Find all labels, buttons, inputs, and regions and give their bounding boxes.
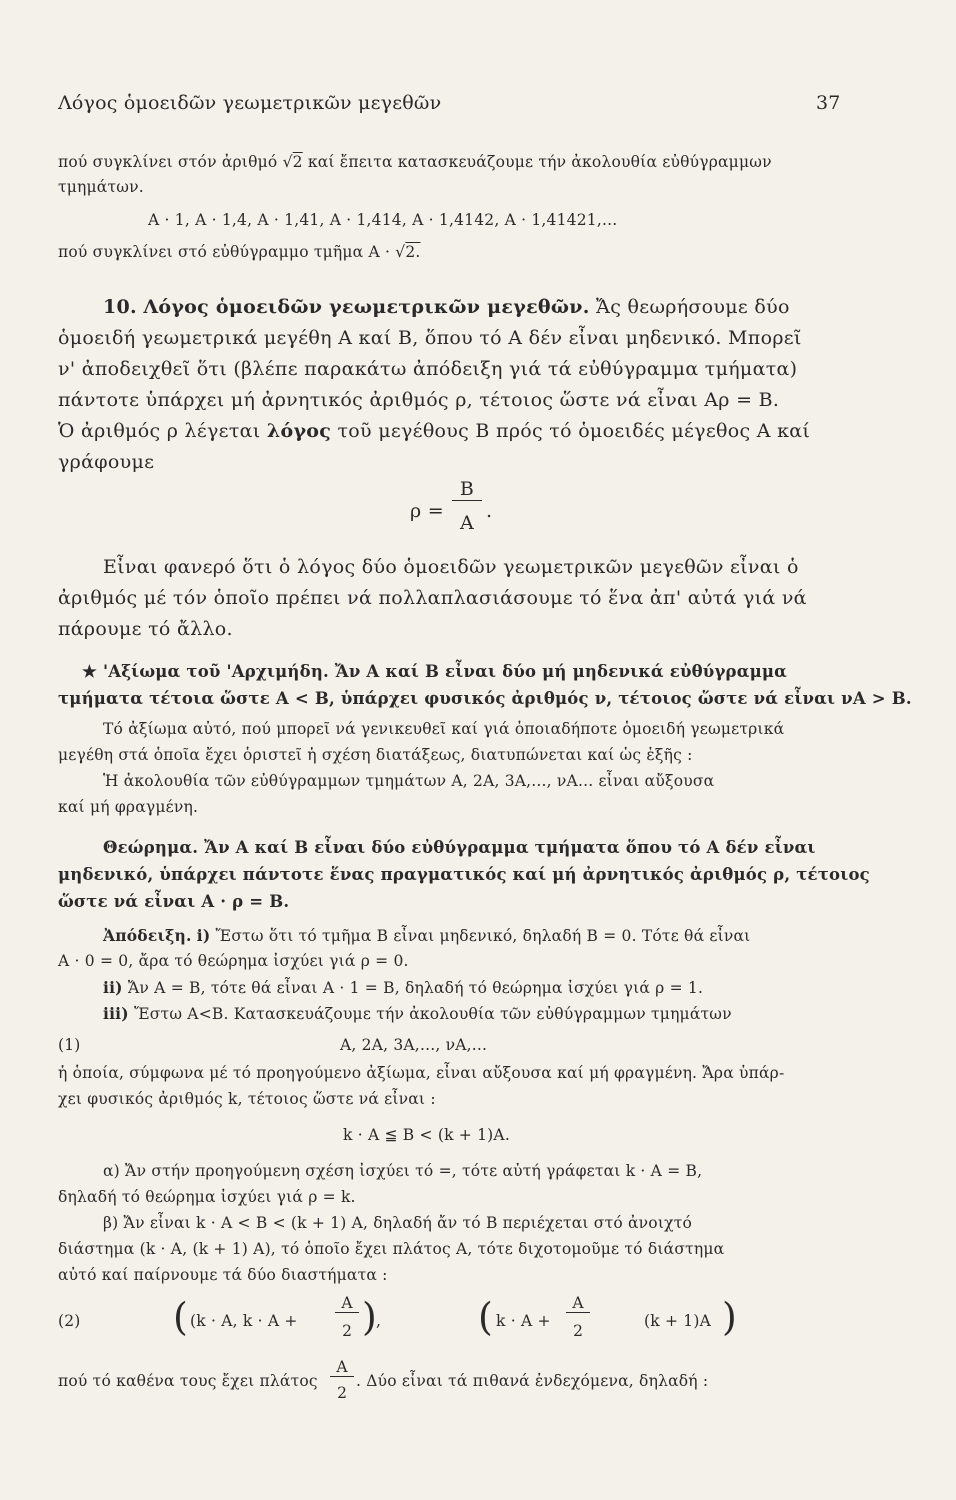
case-label: i) (196, 926, 211, 945)
proof-line-i-2: A · 0 = 0, ἄρα τό θεώρημα ἰσχύει γιά ρ = 0. (58, 952, 409, 970)
section-10-line-9: πάρουμε τό ἄλλο. (58, 618, 233, 640)
case-beta-line-1: β) Ἄν εἶναι k · A < B < (k + 1) A, δηλαδή ἄν τό B περιέχεται στό ἀνοιχτό (103, 1214, 693, 1232)
proof-text: Ἔστω A<B. Κατασκευάζουμε τήν ἀκολουθία τῶν εὐθύγραμμων τμημάτων (133, 1005, 732, 1023)
sqrt-radicand: 2. (405, 243, 421, 261)
equation-2-comma: , (376, 1312, 382, 1330)
equation-2-mid: k · A + (496, 1312, 551, 1330)
sqrt-sign: √ (395, 243, 406, 261)
ratio-period: . (486, 500, 493, 522)
intro-line-2: τμημάτων. (58, 178, 144, 196)
case-label: iii) (103, 1004, 129, 1023)
paren-close: ) (722, 1295, 737, 1339)
equation-2-frac1-den: 2 (342, 1322, 352, 1340)
equation-2-left: (k · A, k · A + (190, 1312, 298, 1330)
axiom-line-3: Τό ἀξίωμα αὐτό, πού μπορεῖ νά γενικευθεῖ καί γιά ὁποιαδήποτε ὁμοειδή γεωμετρικά (103, 720, 785, 738)
paren-close: ) (362, 1295, 377, 1339)
proof-text: Ἔστω ὅτι τό τμῆμα B εἶναι μηδενικό, δηλαδή B = 0. Τότε θά εἶναι (215, 927, 751, 945)
proof-line-i (103, 926, 750, 945)
paren-open: ( (478, 1295, 493, 1339)
case-label: ii) (103, 978, 123, 997)
case-beta-line-2: διάστημα (k · A, (k + 1) A), τό ὁποῖο ἔχει πλάτος A, τότε διχοτομοῦμε τό διάστημα (58, 1240, 725, 1258)
section-text: Ὁ ἀριθμός ρ λέγεται (58, 420, 261, 442)
section-10-line-2: ὁμοειδή γεωμετρικά μεγέθη A καί B, ὅπου τό A δέν εἶναι μηδενικό. Μπορεῖ (58, 327, 802, 349)
intro-line-1 (58, 153, 772, 171)
axiom-line-6: καί μή φραγμένη. (58, 798, 199, 816)
paren-open: ( (173, 1295, 188, 1339)
proof-text: Ἄν A = B, τότε θά εἶναι A · 1 = B, δηλαδή τό θεώρημα ἰσχύει γιά ρ = 1. (127, 979, 704, 997)
equation-2-frac2-den: 2 (573, 1322, 583, 1340)
sequence-line: A · 1, A · 1,4, A · 1,41, A · 1,414, A · 1,4142, A · 1,41421,... (148, 211, 618, 229)
case-beta-line-3: αὐτό καί παίρνουμε τά δύο διαστήματα : (58, 1266, 388, 1284)
proof-line-b: χει φυσικός ἀριθμός k, τέτοιος ὥστε νά εἶναι : (58, 1090, 436, 1108)
proof-line-iii (103, 1004, 732, 1023)
section-10-line-5 (58, 420, 810, 442)
intro-text: καί ἔπειτα κατασκευάζουμε τήν ἀκολουθία εὐθύγραμμων (307, 153, 772, 171)
equation-2-frac2-num: A (566, 1294, 590, 1313)
proof-label: Ἀπόδειξη. (103, 926, 192, 945)
intro-line-3 (58, 243, 421, 261)
axiom-line-1 (82, 662, 787, 681)
running-header-title: Λόγος ὁμοειδῶν γεωμετρικῶν μεγεθῶν (58, 92, 442, 114)
star-icon: ★ (82, 662, 97, 681)
case-alpha-line-1: α) Ἄν στήν προηγούμενη σχέση ἰσχύει τό =, τότε αὐτή γράφεται k · A = B, (103, 1162, 703, 1180)
inequality: k · A ≦ B < (k + 1)A. (343, 1126, 510, 1144)
ratio-formula-lhs: ρ = (410, 500, 445, 522)
last-line-b: . Δύο εἶναι τά πιθανά ἐνδεχόμενα, δηλαδή : (356, 1372, 709, 1390)
equation-2-label: (2) (58, 1312, 81, 1330)
section-number: 10. (103, 296, 137, 318)
axiom-line-4: μεγέθη στά ὁποῖα ἔχει ὁριστεῖ ἡ σχέση διατάξεως, διατυπώνεται καί ὡς ἑξῆς : (58, 746, 693, 764)
section-10-line-7: Εἶναι φανερό ὅτι ὁ λόγος δύο ὁμοειδῶν γεωμετρικῶν μεγεθῶν εἶναι ὁ (103, 556, 799, 578)
intro-text: πού συγκλίνει στό εὐθύγραμμο τμῆμα A · (58, 243, 391, 261)
equation-2-right: (k + 1)A (644, 1312, 711, 1330)
theorem-line-3: ὥστε νά εἶναι A · ρ = B. (58, 892, 290, 911)
theorem-line-1: Θεώρημα. Ἄν A καί B εἶναι δύο εὐθύγραμμα τμήματα ὅπου τό A δέν εἶναι (103, 838, 816, 857)
intro-text: πού συγκλίνει στόν ἀριθμό (58, 153, 278, 171)
sqrt-radicand: 2 (292, 153, 303, 171)
axiom-line-2: τμήματα τέτοια ὥστε A < B, ὑπάρχει φυσικός ἀριθμός ν, τέτοιος ὥστε νά εἶναι νA > B. (58, 689, 912, 708)
section-10-line-6: γράφουμε (58, 451, 155, 473)
last-frac-num: A (330, 1358, 354, 1377)
last-line-a: πού τό καθένα τους ἔχει πλάτος (58, 1372, 318, 1390)
section-10-line-3: ν' ἀποδειχθεῖ ὅτι (βλέπε παρακάτω ἀπόδειξη γιά τά εὐθύγραμμα τμήματα) (58, 358, 798, 380)
proof-line-ii (103, 978, 703, 997)
axiom-text: 'Αξίωμα τοῦ 'Αρχιμήδη. Ἄν A καί B εἶναι δύο μή μηδενικά εὐθύγραμμα (102, 662, 788, 681)
case-alpha-line-2: δηλαδή τό θεώρημα ἰσχύει γιά ρ = k. (58, 1188, 356, 1206)
equation-2-frac1-num: A (335, 1294, 359, 1313)
equation-1-label: (1) (58, 1036, 81, 1054)
section-text: τοῦ μεγέθους B πρός τό ὁμοειδές μέγεθος A καί (337, 420, 811, 442)
last-frac-den: 2 (337, 1384, 347, 1402)
theorem-line-2: μηδενικό, ὑπάρχει πάντοτε ἕνας πραγματικός καί μή ἀρνητικός ἀριθμός ρ, τέτοιος (58, 865, 870, 884)
sqrt-sign: √ (282, 153, 293, 171)
equation-1: A, 2A, 3A,..., νA,... (340, 1036, 488, 1054)
section-10-line-8: ἀριθμός μέ τόν ὁποῖο πρέπει νά πολλαπλασιάσουμε τό ἕνα ἀπ' αὐτά γιά νά (58, 587, 807, 609)
section-title: Λόγος ὁμοειδῶν γεωμετρικῶν μεγεθῶν. (143, 296, 590, 318)
page-number: 37 (816, 92, 841, 114)
axiom-line-5: Ἡ ἀκολουθία τῶν εὐθύγραμμων τμημάτων A, 2A, 3A,..., νA... εἶναι αὔξουσα (103, 772, 715, 790)
ratio-denominator: A (459, 512, 475, 534)
section-10-line-4: πάντοτε ὑπάρχει μή ἀρνητικός ἀριθμός ρ, τέτοιος ὥστε νά εἶναι Aρ = B. (58, 389, 780, 411)
section-10-heading-line (103, 296, 790, 318)
proof-line-a: ἡ ὁποία, σύμφωνα μέ τό προηγούμενο ἀξίωμα, εἶναι αὔξουσα καί μή φραγμένη. Ἄρα ὑπάρ- (58, 1064, 785, 1082)
ratio-numerator: B (452, 478, 482, 501)
term-logos: λόγος (266, 420, 332, 442)
section-text: Ἄς θεωρήσουμε δύο (596, 296, 790, 318)
